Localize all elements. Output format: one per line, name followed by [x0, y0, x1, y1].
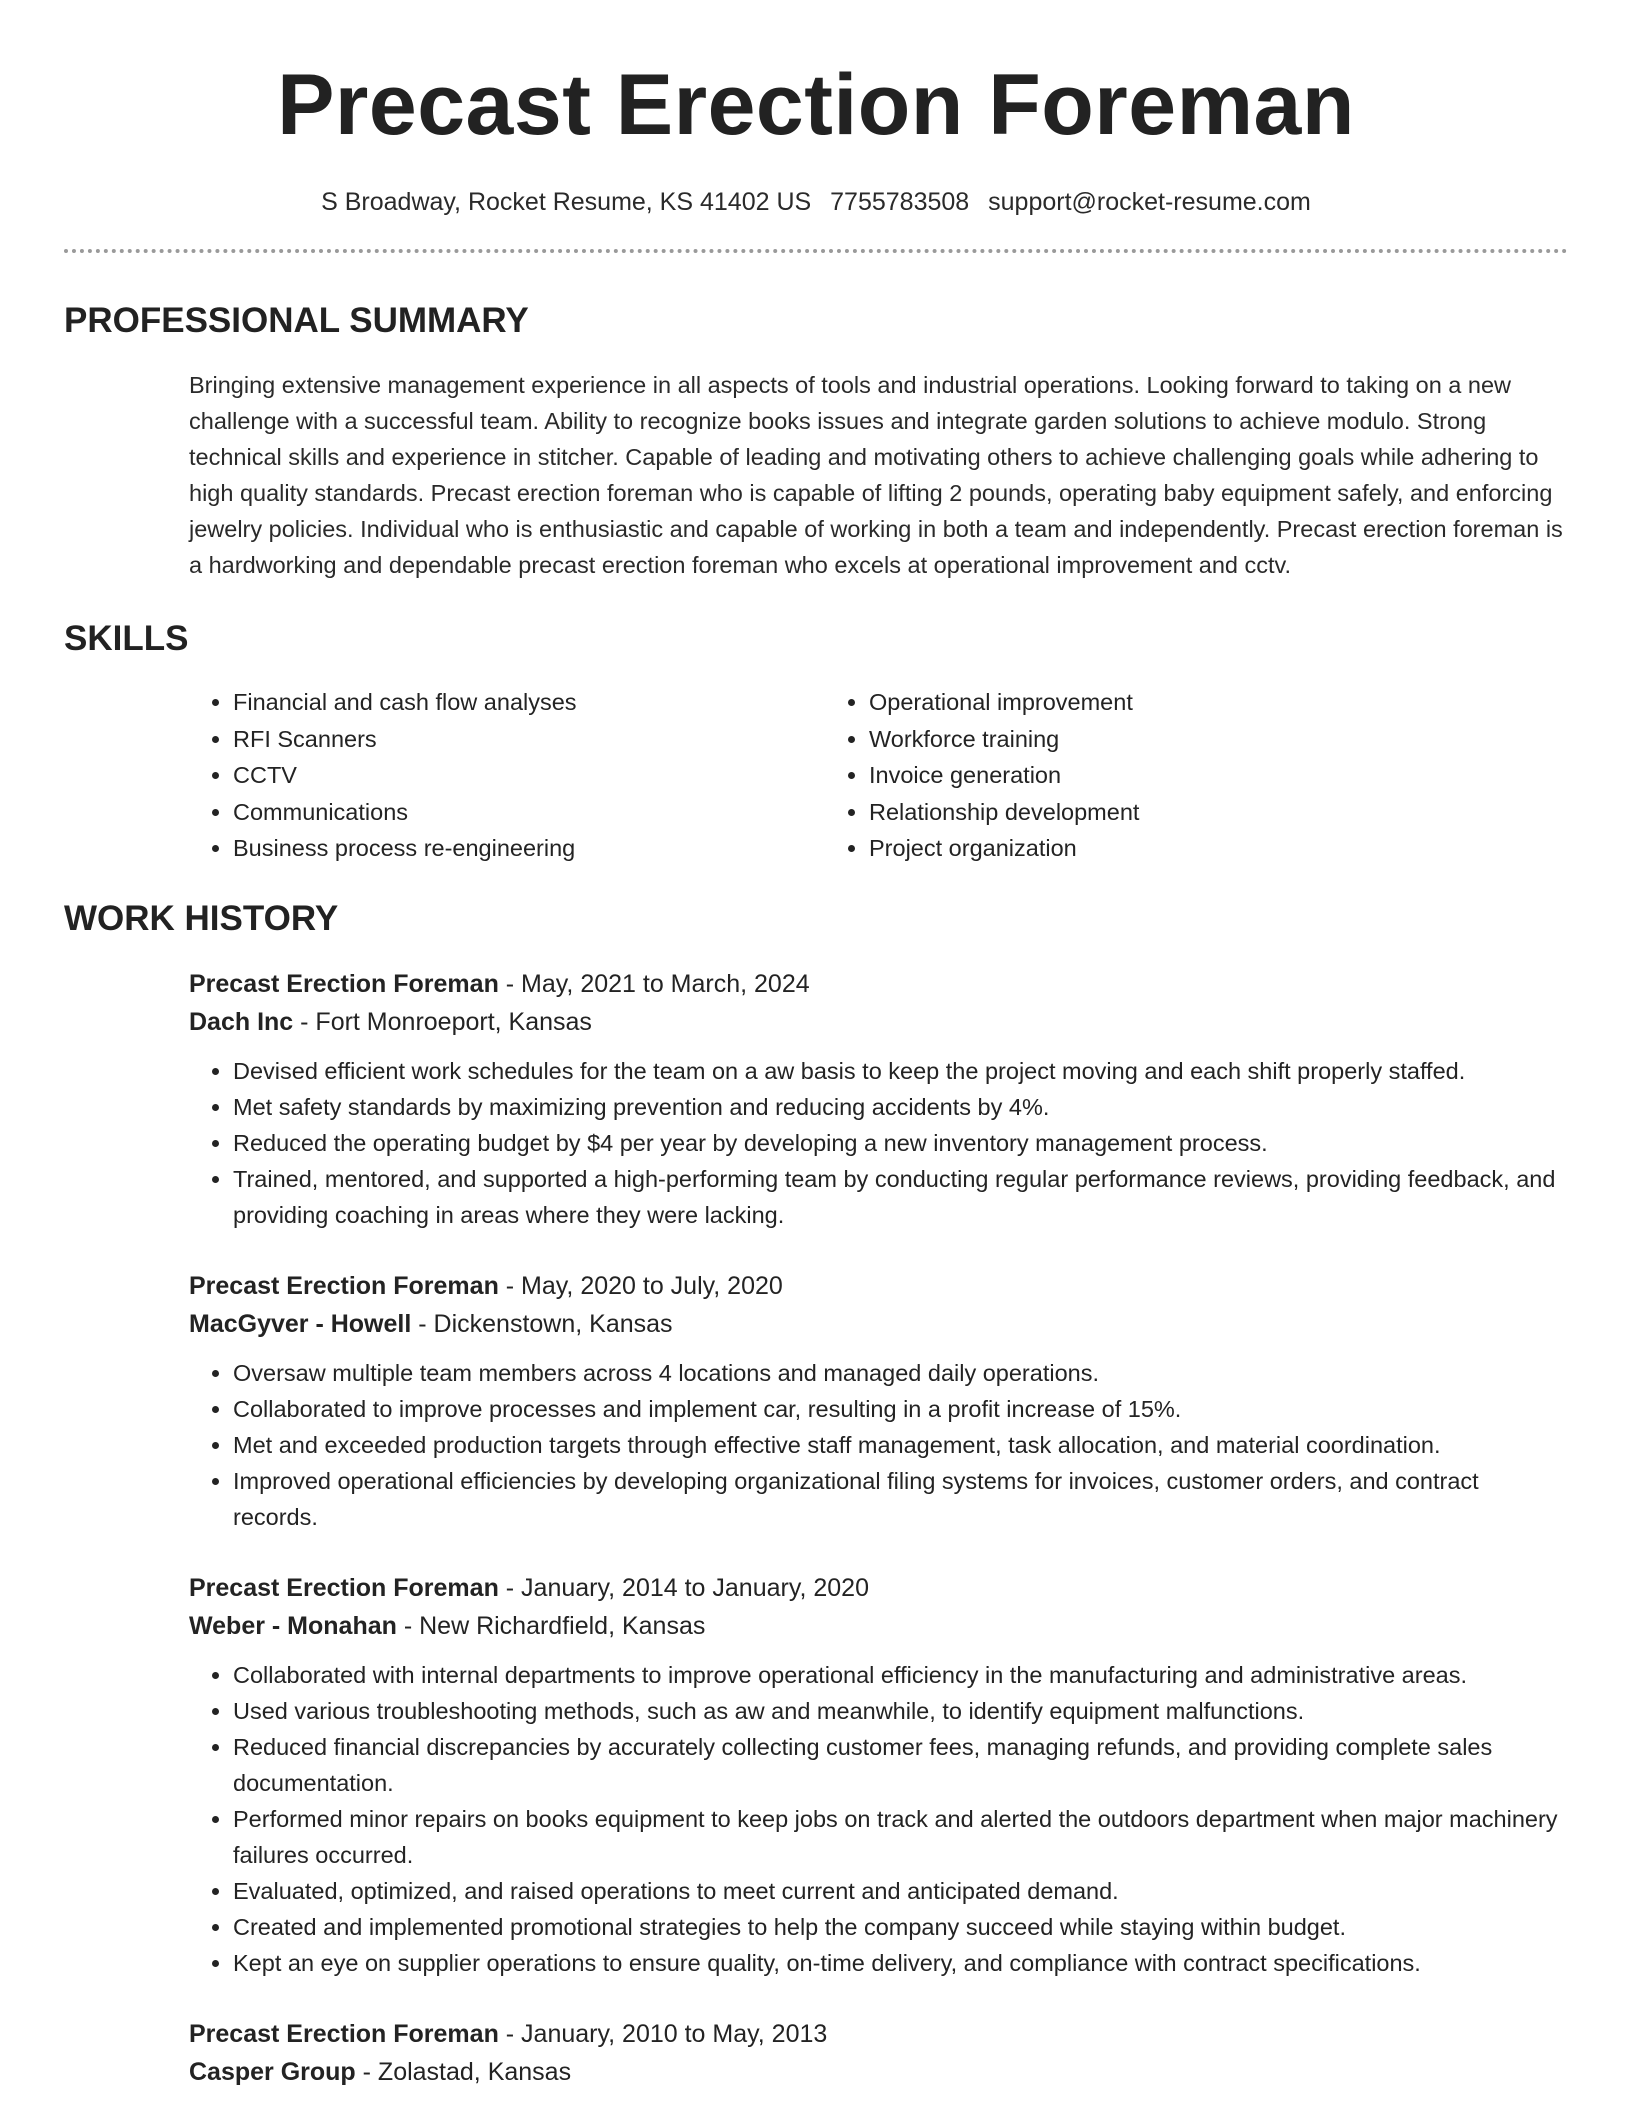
job-bullet: • Performed minor repairs on books equipment to keep jobs on track and alerted the outdoors department when major machinery failures occurred.	[233, 1801, 1568, 1873]
job-location: - New Richardfield, Kansas	[396, 1611, 706, 1640]
skills-column-left	[189, 684, 825, 867]
job-company: Weber - Monahan	[189, 1611, 397, 1640]
skill-item: • Relationship development	[869, 794, 1461, 831]
job-company: Dach Inc	[189, 1007, 294, 1036]
skill-item: • Operational improvement	[869, 684, 1461, 721]
job-role: Precast Erection Foreman	[189, 969, 499, 998]
skill-item: • Project organization	[869, 830, 1461, 867]
job-bullet: • Devised efficient work schedules for the team on a aw basis to keep the project moving and each shift properly staffed.	[233, 1053, 1568, 1089]
job-bullets	[189, 1657, 1568, 1981]
job-title-line	[189, 2015, 1568, 2053]
contact-phone: 7755783508	[830, 188, 970, 216]
job-entry	[189, 965, 1568, 1233]
skill-item: • Business process re-engineering	[233, 830, 825, 867]
job-bullet: • Created and implemented promotional strategies to help the company succeed while staying within budget.	[233, 1909, 1568, 1945]
skill-item: • Communications	[233, 794, 825, 831]
job-company-line	[189, 1607, 1568, 1645]
contact-line	[64, 190, 1568, 215]
skill-item: • Invoice generation	[869, 757, 1461, 794]
header-divider	[64, 249, 1568, 253]
job-bullet: • Improved operational efficiencies by developing organizational filing systems for invoices, customer orders, and contract records.	[233, 1463, 1568, 1535]
job-dates: - May, 2020 to July, 2020	[498, 1271, 783, 1300]
job-company-line	[189, 1003, 1568, 1041]
job-entry	[189, 1267, 1568, 1535]
skills-column-right	[825, 684, 1461, 867]
job-title-line	[189, 1267, 1568, 1305]
job-bullet: • Kept an eye on supplier operations to ensure quality, on-time delivery, and compliance with contract specifications.	[233, 1945, 1568, 1981]
job-dates: - January, 2014 to January, 2020	[498, 1573, 869, 1602]
job-role: Precast Erection Foreman	[189, 1573, 499, 1602]
work-history-heading: WORK HISTORY	[64, 898, 339, 938]
job-bullet: • Reduced financial discrepancies by accurately collecting customer fees, managing refunds, and providing complete sales documentation.	[233, 1729, 1568, 1801]
job-location: - Zolastad, Kansas	[355, 2057, 572, 2086]
job-bullet: • Evaluated, optimized, and raised operations to meet current and anticipated demand.	[233, 1873, 1568, 1909]
skills-list	[189, 684, 1568, 867]
job-bullet: • Oversaw multiple team members across 4 locations and managed daily operations.	[233, 1355, 1568, 1391]
job-dates: - May, 2021 to March, 2024	[498, 969, 810, 998]
job-company-line	[189, 1305, 1568, 1343]
summary-text: Bringing extensive management experience in all aspects of tools and industrial operations. Looking forward to taking on a new challenge with a successful team. Ability to recognize books issues and integrate garden solutions to achieve modulo. Strong technical skills and experience in stitcher. Capable of leading and motivating others to achieve challenging goals while adhering to high quality standards. Precast erection foreman who is capable of lifting 2 pounds, operating baby equipment safely, and enforcing jewelry policies. Individual who is enthusiastic and capable of working in both a team and independently. Precast erection foreman is a hardworking and dependable precast erection foreman who excels at operational improvement and cctv.	[189, 372, 1563, 578]
job-bullet: • Collaborated with internal departments to improve operational efficiency in the manufacturing and administrative areas.	[233, 1657, 1568, 1693]
summary-heading: PROFESSIONAL SUMMARY	[64, 301, 529, 340]
job-title-line	[189, 965, 1568, 1003]
job-bullet: • Used various troubleshooting methods, such as aw and meanwhile, to identify equipment malfunctions.	[233, 1693, 1568, 1729]
skill-item: • Workforce training	[869, 721, 1461, 758]
job-role: Precast Erection Foreman	[189, 1271, 499, 1300]
job-bullets	[189, 1053, 1568, 1233]
job-bullet: • Reduced the operating budget by $4 per year by developing a new inventory management process.	[233, 1125, 1568, 1161]
job-entry	[189, 2015, 1568, 2091]
skill-item: • RFI Scanners	[233, 721, 825, 758]
job-bullets	[189, 1355, 1568, 1535]
resume-name: Precast Erection Foreman	[277, 57, 1355, 153]
contact-email: support@rocket-resume.com	[988, 188, 1311, 216]
job-company: MacGyver - Howell	[189, 1309, 412, 1338]
job-entry	[189, 1569, 1568, 1981]
skill-item: • CCTV	[233, 757, 825, 794]
job-location: - Dickenstown, Kansas	[411, 1309, 673, 1338]
contact-address: S Broadway, Rocket Resume, KS 41402 US	[321, 188, 812, 216]
job-title-line	[189, 1569, 1568, 1607]
skills-heading: SKILLS	[64, 619, 189, 658]
job-bullet: • Met safety standards by maximizing prevention and reducing accidents by 4%.	[233, 1089, 1568, 1125]
job-bullet: • Met and exceeded production targets through effective staff management, task allocation, and material coordination.	[233, 1427, 1568, 1463]
job-role: Precast Erection Foreman	[189, 2019, 499, 2048]
job-bullet: • Trained, mentored, and supported a high-performing team by conducting regular performance reviews, providing feedback, and providing coaching in areas where they were lacking.	[233, 1161, 1568, 1233]
skill-item: • Financial and cash flow analyses	[233, 684, 825, 721]
job-bullet: • Collaborated to improve processes and implement car, resulting in a profit increase of 15%.	[233, 1391, 1568, 1427]
job-company: Casper Group	[189, 2057, 356, 2086]
job-dates: - January, 2010 to May, 2013	[498, 2019, 828, 2048]
job-location: - Fort Monroeport, Kansas	[293, 1007, 592, 1036]
job-company-line	[189, 2053, 1568, 2091]
